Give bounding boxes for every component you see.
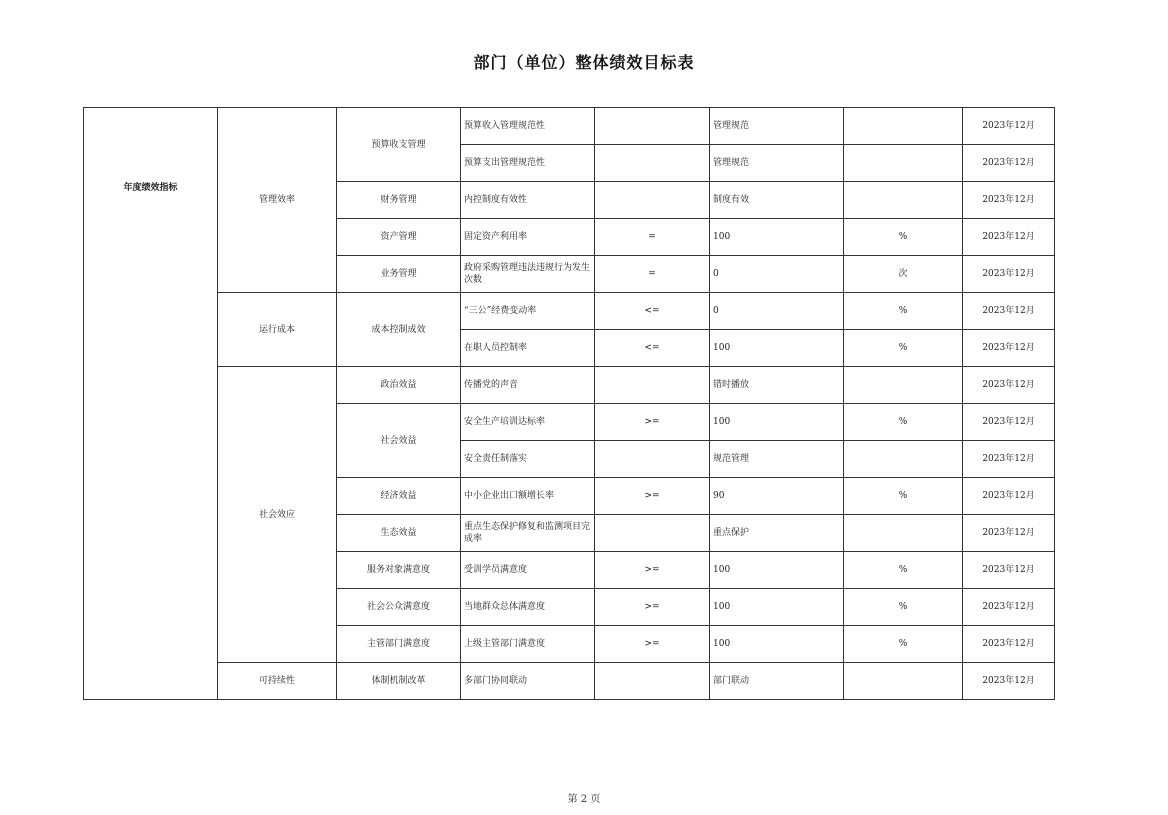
value-cell: 规范管理 [710, 441, 844, 478]
date-cell: 2023年12月 [963, 219, 1055, 256]
sub-cell: 生态效益 [337, 515, 461, 552]
indicator-cell: 受训学员满意度 [461, 552, 595, 589]
value-cell: 管理规范 [710, 108, 844, 145]
date-cell: 2023年12月 [963, 589, 1055, 626]
date-cell: 2023年12月 [963, 256, 1055, 293]
indicator-cell: 安全生产培训达标率 [461, 404, 595, 441]
unit-cell: 次 [844, 256, 963, 293]
indicator-cell: 固定资产利用率 [461, 219, 595, 256]
operator-cell: <= [595, 330, 710, 367]
sub-cell: 社会公众满意度 [337, 589, 461, 626]
value-cell: 100 [710, 219, 844, 256]
indicator-cell: 上级主管部门满意度 [461, 626, 595, 663]
indicator-cell: 传播党的声音 [461, 367, 595, 404]
unit-cell: % [844, 219, 963, 256]
value-cell: 100 [710, 552, 844, 589]
operator-cell: >= [595, 404, 710, 441]
value-cell: 90 [710, 478, 844, 515]
sub-cell: 业务管理 [337, 256, 461, 293]
indicator-cell: 内控制度有效性 [461, 182, 595, 219]
operator-cell [595, 663, 710, 700]
group-cell-efficiency: 管理效率 [218, 108, 337, 293]
value-cell: 部门联动 [710, 663, 844, 700]
unit-cell [844, 515, 963, 552]
unit-cell: % [844, 589, 963, 626]
group-cell-sustainability: 可持续性 [218, 663, 337, 700]
operator-cell: = [595, 219, 710, 256]
operator-cell [595, 441, 710, 478]
value-cell: 100 [710, 330, 844, 367]
operator-cell [595, 108, 710, 145]
table-row [84, 663, 1055, 700]
indicator-cell: 在职人员控制率 [461, 330, 595, 367]
value-cell: 重点保护 [710, 515, 844, 552]
date-cell: 2023年12月 [963, 182, 1055, 219]
operator-cell [595, 145, 710, 182]
level1-cell: 年度绩效指标 [84, 108, 218, 700]
sub-cell: 经济效益 [337, 478, 461, 515]
sub-cell: 财务管理 [337, 182, 461, 219]
performance-table [83, 107, 1055, 700]
sub-cell: 政治效益 [337, 367, 461, 404]
group-cell-cost: 运行成本 [218, 293, 337, 367]
date-cell: 2023年12月 [963, 478, 1055, 515]
value-cell: 100 [710, 626, 844, 663]
operator-cell [595, 182, 710, 219]
operator-cell: >= [595, 478, 710, 515]
value-cell: 0 [710, 256, 844, 293]
indicator-cell: 预算支出管理规范性 [461, 145, 595, 182]
indicator-cell: 政府采购管理违法违规行为发生次数 [461, 256, 595, 293]
value-cell: 管理规范 [710, 145, 844, 182]
unit-cell [844, 367, 963, 404]
value-cell: 100 [710, 589, 844, 626]
sub-cell: 社会效益 [337, 404, 461, 478]
unit-cell: % [844, 552, 963, 589]
date-cell: 2023年12月 [963, 404, 1055, 441]
table-row [84, 367, 1055, 404]
page-number: 第 2 页 [567, 794, 601, 805]
operator-cell [595, 515, 710, 552]
sub-cell: 成本控制成效 [337, 293, 461, 367]
unit-cell [844, 441, 963, 478]
value-cell: 100 [710, 404, 844, 441]
date-cell: 2023年12月 [963, 330, 1055, 367]
indicator-cell: 重点生态保护修复和监测项目完成率 [461, 515, 595, 552]
date-cell: 2023年12月 [963, 441, 1055, 478]
unit-cell [844, 182, 963, 219]
date-cell: 2023年12月 [963, 293, 1055, 330]
unit-cell: % [844, 478, 963, 515]
date-cell: 2023年12月 [963, 552, 1055, 589]
date-cell: 2023年12月 [963, 663, 1055, 700]
table-row [84, 293, 1055, 330]
unit-cell: % [844, 404, 963, 441]
sub-cell: 资产管理 [337, 219, 461, 256]
sub-cell: 服务对象满意度 [337, 552, 461, 589]
date-cell: 2023年12月 [963, 108, 1055, 145]
indicator-cell: 预算收入管理规范性 [461, 108, 595, 145]
value-cell: 制度有效 [710, 182, 844, 219]
indicator-cell: “三公”经费变动率 [461, 293, 595, 330]
sub-cell: 主管部门满意度 [337, 626, 461, 663]
unit-cell: % [844, 626, 963, 663]
indicator-cell: 安全责任制落实 [461, 441, 595, 478]
unit-cell: % [844, 293, 963, 330]
sub-cell: 体制机制改革 [337, 663, 461, 700]
operator-cell: <= [595, 293, 710, 330]
page-title: 部门（单位）整体绩效目标表 [473, 53, 695, 72]
group-cell-social: 社会效应 [218, 367, 337, 663]
indicator-cell: 当地群众总体满意度 [461, 589, 595, 626]
date-cell: 2023年12月 [963, 515, 1055, 552]
unit-cell [844, 108, 963, 145]
operator-cell: >= [595, 626, 710, 663]
date-cell: 2023年12月 [963, 626, 1055, 663]
table-row [84, 108, 1055, 145]
unit-cell [844, 145, 963, 182]
operator-cell [595, 367, 710, 404]
indicator-cell: 多部门协同联动 [461, 663, 595, 700]
unit-cell [844, 663, 963, 700]
operator-cell: = [595, 256, 710, 293]
value-cell: 0 [710, 293, 844, 330]
value-cell: 错时播放 [710, 367, 844, 404]
unit-cell: % [844, 330, 963, 367]
sub-cell: 预算收支管理 [337, 108, 461, 182]
operator-cell: >= [595, 552, 710, 589]
indicator-cell: 中小企业出口额增长率 [461, 478, 595, 515]
date-cell: 2023年12月 [963, 367, 1055, 404]
date-cell: 2023年12月 [963, 145, 1055, 182]
operator-cell: >= [595, 589, 710, 626]
